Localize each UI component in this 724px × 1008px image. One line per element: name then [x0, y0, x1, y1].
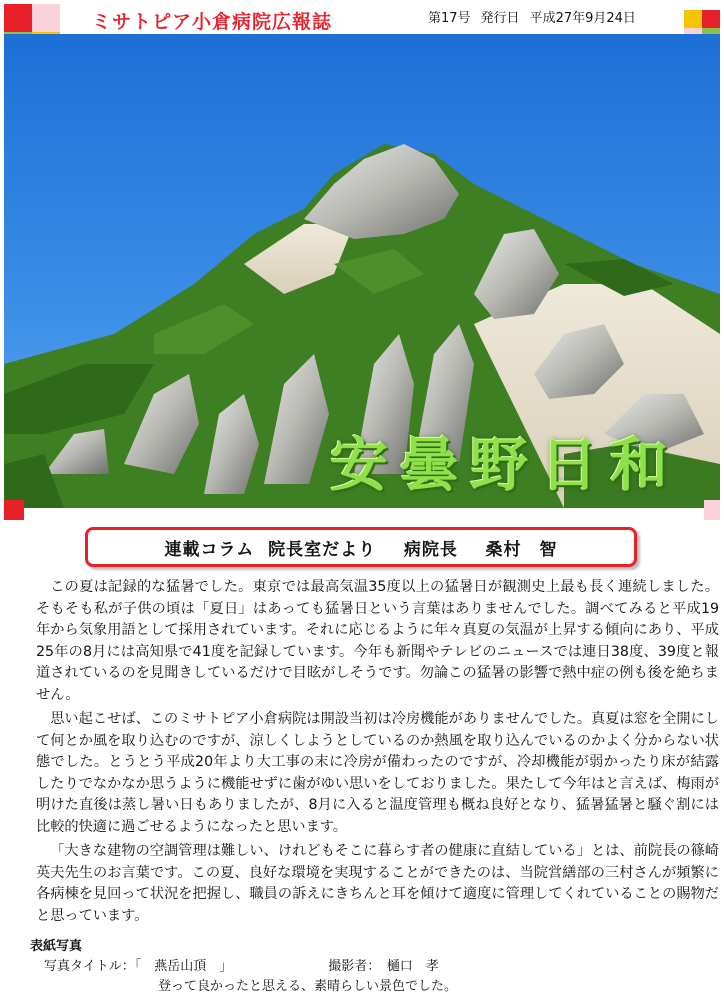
- issue-info: [428, 7, 646, 26]
- article-paragraph: 思い起こせば、このミサトピア小倉病院は開設当初は冷房機能がありませんでした。真夏は窓を全開にして何とか風を取り込むのですが、涼しくしようとしているのか熱風を取り込んでいるのかよく分からない状態でした。とうとう平成20年より大工事の末に冷房が備わったのですが、冷却機能が弱かったり床が結露したりでなかなか思うように機能せずに歯がゆい思いをしておりました。果たして今年はと言えば、梅雨が明けた直後は蒸し暑い日もありましたが、8月に入ると温度管理も概ね良好となり、猛暑猛暑と騒ぐ割には比較的快適に過ごせるようになったと思います。: [36, 711, 719, 835]
- column-heading: [85, 527, 637, 567]
- article-body: [36, 577, 719, 930]
- article-paragraph: この夏は記録的な猛暑でした。東京では最高気温35度以上の猛暑日が観測史上最も長く連続しました。そもそも私が子供の頃は「夏日」はあっても猛暑日という言葉はありませんでした。調べてみると平成19年から気象用語として採用されています。それに応じるように年々真夏の気温が上昇する傾向にあり、平成25年の8月には高知県で41度を記録しています。今年も新聞やテレビのニュースでは連日38度、39度と報道されているのを見聞きしているだけで目眩がしそうです。勿論この猛暑の影響で熱中症の例も後を絶ちません。: [36, 579, 719, 703]
- caption-details: [30, 957, 690, 977]
- cover-title: 安曇野日和: [329, 431, 680, 499]
- column-series: 連載コラム: [164, 539, 255, 560]
- photo-title-label: 写真タイトル：「 燕岳山頂 」: [44, 959, 233, 974]
- photographer-label: 撮影者： 樋口 孝: [328, 959, 439, 974]
- caption-description: 登って良かったと思える、素晴らしい景色でした。: [158, 979, 458, 994]
- corner-square-red: [4, 500, 24, 520]
- photo-caption: [30, 937, 690, 997]
- published-label: 発行日: [480, 11, 520, 26]
- corner-square-yellow: [684, 10, 702, 28]
- author-name: 桑村 智: [485, 539, 558, 560]
- column-name: 院長室だより: [268, 539, 377, 560]
- caption-heading: 表紙写真: [30, 939, 83, 954]
- published-date: 平成27年9月24日: [529, 11, 636, 26]
- corner-square-pink: [32, 4, 60, 32]
- article-paragraph: 「大きな建物の空調管理は難しい、けれどもそこに暮らす者の健康に直結している」とは、前院長の篠崎英夫先生のお言葉です。この夏、良好な環境を実現することができたのは、当院営繕部の三村さんが頻繁に各病棟を見回って状況を把握し、職員の訴えにきちんと耳を傾けて適度に管理してくれていることの賜物だと思っています。: [36, 843, 719, 924]
- newsletter-title: ミサトピア小倉病院広報誌: [92, 11, 333, 33]
- corner-square-red: [702, 10, 720, 28]
- corner-square-pink: [704, 500, 720, 520]
- author-role: 病院長: [403, 539, 458, 560]
- corner-square-red: [4, 4, 32, 32]
- issue-number: 第17号: [428, 11, 471, 26]
